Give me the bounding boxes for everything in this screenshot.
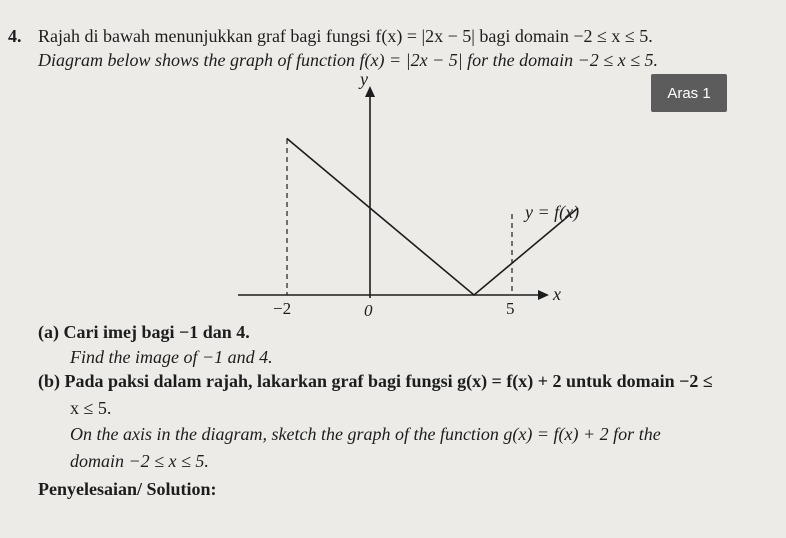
part-b-malay-line1: (b) Pada paksi dalam rajah, lakarkan graf bagi fungsi g(x) = f(x) + 2 untuk domain −2 ≤	[38, 371, 713, 391]
tick-label-zero: 0	[364, 301, 373, 320]
part-b-malay-line2: x ≤ 5.	[70, 398, 112, 418]
question-stem-malay: Rajah di bawah menunjukkan graf bagi fungsi f(x) = |2x − 5| bagi domain −2 ≤ x ≤ 5.	[38, 26, 653, 46]
x-axis-label: x	[553, 284, 561, 304]
y-axis-label: y	[360, 69, 368, 89]
question-stem-english: Diagram below shows the graph of function f(x) = |2x − 5| for the domain −2 ≤ x ≤ 5.	[38, 50, 659, 70]
solution-label: Penyelesaian/ Solution:	[38, 479, 217, 499]
x-axis-arrowhead	[538, 290, 549, 300]
curve-label: y = f(x)	[525, 202, 580, 222]
part-a-malay: (a) Cari imej bagi −1 dan 4.	[38, 322, 250, 342]
part-b-english-line1: On the axis in the diagram, sketch the graph of the function g(x) = f(x) + 2 for the	[70, 424, 661, 444]
part-b-english-line2: domain −2 ≤ x ≤ 5.	[70, 451, 209, 471]
level-badge: Aras 1	[651, 74, 727, 112]
question-number: 4.	[8, 26, 22, 46]
part-a-english: Find the image of −1 and 4.	[70, 347, 273, 367]
tick-label-five: 5	[506, 299, 515, 318]
tick-label-neg2: −2	[273, 299, 292, 318]
